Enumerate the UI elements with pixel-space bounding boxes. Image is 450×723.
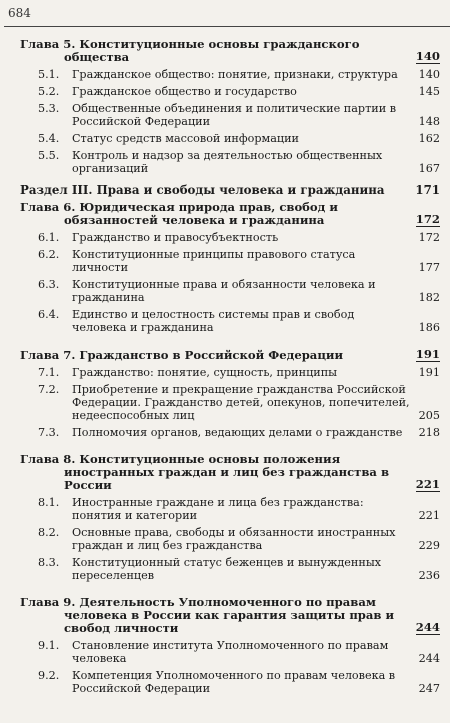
toc-chapter — [20, 596, 440, 635]
toc-subsection — [20, 526, 440, 552]
toc-title: Глава 8. Конституционные основы положения иностранных граждан и лиц без гражданства в России — [20, 452, 390, 492]
toc-page: 140 — [418, 68, 440, 81]
toc-subsection — [20, 556, 440, 582]
toc-number: 6.3. — [38, 278, 60, 291]
toc-number: 9.1. — [38, 639, 60, 652]
toc-subsection — [20, 366, 440, 379]
toc-subsection — [20, 278, 440, 304]
page-number: 684 — [8, 6, 31, 20]
toc-number: 5.3. — [38, 102, 60, 115]
toc-title: Общественные объединения и политические партии в Российской Федерации — [72, 102, 397, 128]
toc-chapter — [20, 38, 440, 64]
toc-page: 205 — [418, 409, 440, 422]
toc-title: Иностранные граждане и лица без гражданства: понятия и категории — [72, 496, 364, 522]
toc-page: 162 — [418, 132, 440, 145]
toc-subsection — [20, 639, 440, 665]
toc-title: Статус средств массовой информации — [72, 132, 299, 145]
toc-subsection — [20, 149, 440, 175]
toc-page: 247 — [418, 682, 440, 695]
toc-subsection — [20, 496, 440, 522]
toc-title: Становление института Уполномоченного по правам человека — [72, 639, 389, 665]
toc-chapter — [20, 201, 440, 227]
toc-title: Контроль и надзор за деятельностью общественных организаций — [72, 149, 383, 175]
toc-page: 218 — [418, 426, 440, 439]
toc-number: 7.1. — [38, 366, 60, 379]
toc-number: 5.1. — [38, 68, 60, 81]
toc-title: Гражданство и правосубъектность — [72, 231, 279, 244]
toc-number: 5.5. — [38, 149, 60, 162]
toc-subsection — [20, 248, 440, 274]
toc-page: 236 — [418, 569, 440, 582]
toc-subsection — [20, 669, 440, 695]
toc-subsection — [20, 231, 440, 244]
toc-number: 9.2. — [38, 669, 60, 682]
table-of-contents — [20, 38, 440, 695]
toc-page: 172 — [418, 231, 440, 244]
toc-title: Единство и целостность системы прав и свобод человека и гражданина — [72, 308, 355, 334]
toc-page: 140 — [415, 49, 440, 63]
toc-page: 186 — [418, 321, 440, 334]
toc-number: 6.4. — [38, 308, 60, 321]
toc-title: Глава 6. Юридическая природа прав, свобод и обязанностей человека и гражданина — [20, 200, 339, 227]
toc-number: 7.3. — [38, 426, 60, 439]
toc-title: Глава 9. Деятельность Уполномоченного по правам человека в России как гарантия защиты прав и свобод личности — [20, 595, 395, 635]
toc-page: 145 — [418, 85, 440, 98]
toc-page: 167 — [418, 162, 440, 175]
toc-page: 229 — [418, 539, 440, 552]
toc-title: Приобретение и прекращение гражданства Российской Федерации. Гражданство детей, опекунов, попечителей, недееспособных лиц — [72, 383, 410, 422]
toc-title: Компетенция Уполномоченного по правам человека в Российской Федерации — [72, 669, 396, 695]
toc-title: Раздел III. Права и свободы человека и гражданина — [20, 183, 385, 197]
toc-number: 6.1. — [38, 231, 60, 244]
toc-subsection — [20, 383, 440, 422]
toc-page: 244 — [418, 652, 440, 665]
toc-number: 5.2. — [38, 85, 60, 98]
toc-title: Основные права, свободы и обязанности иностранных граждан и лиц без гражданства — [72, 526, 396, 552]
toc-subsection — [20, 85, 440, 98]
toc-chapter — [20, 453, 440, 492]
toc-number: 8.3. — [38, 556, 60, 569]
toc-number: 8.2. — [38, 526, 60, 539]
toc-title: Конституционные права и обязанности человека и гражданина — [72, 278, 376, 304]
toc-title: Конституционный статус беженцев и вынужденных переселенцев — [72, 556, 382, 582]
toc-section — [20, 184, 440, 197]
toc-page: 148 — [418, 115, 440, 128]
toc-title: Глава 7. Гражданство в Российской Федерации — [20, 348, 344, 362]
toc-chapter — [20, 348, 440, 362]
toc-subsection — [20, 308, 440, 334]
toc-subsection — [20, 132, 440, 145]
toc-subsection — [20, 426, 440, 439]
toc-title: Гражданское общество и государство — [72, 85, 297, 98]
toc-page: 177 — [418, 261, 440, 274]
toc-page: 172 — [415, 212, 440, 226]
toc-title: Гражданское общество: понятие, признаки, структура — [72, 68, 398, 81]
toc-subsection — [20, 102, 440, 128]
toc-page: 244 — [415, 620, 440, 634]
toc-page: 221 — [415, 477, 440, 491]
toc-title: Полномочия органов, ведающих делами о гражданстве — [72, 426, 403, 439]
toc-number: 6.2. — [38, 248, 60, 261]
toc-page: 221 — [418, 509, 440, 522]
toc-title: Гражданство: понятие, сущность, принципы — [72, 366, 338, 379]
toc-subsection — [20, 68, 440, 81]
toc-page: 171 — [415, 183, 440, 197]
header-rule — [4, 26, 450, 27]
toc-page: 191 — [415, 347, 440, 361]
toc-number: 8.1. — [38, 496, 60, 509]
toc-number: 7.2. — [38, 383, 60, 396]
toc-page: 191 — [418, 366, 440, 379]
toc-number: 5.4. — [38, 132, 60, 145]
toc-title: Глава 5. Конституционные основы гражданского общества — [20, 37, 360, 64]
toc-page: 182 — [418, 291, 440, 304]
toc-title: Конституционные принципы правового статуса личности — [72, 248, 356, 274]
